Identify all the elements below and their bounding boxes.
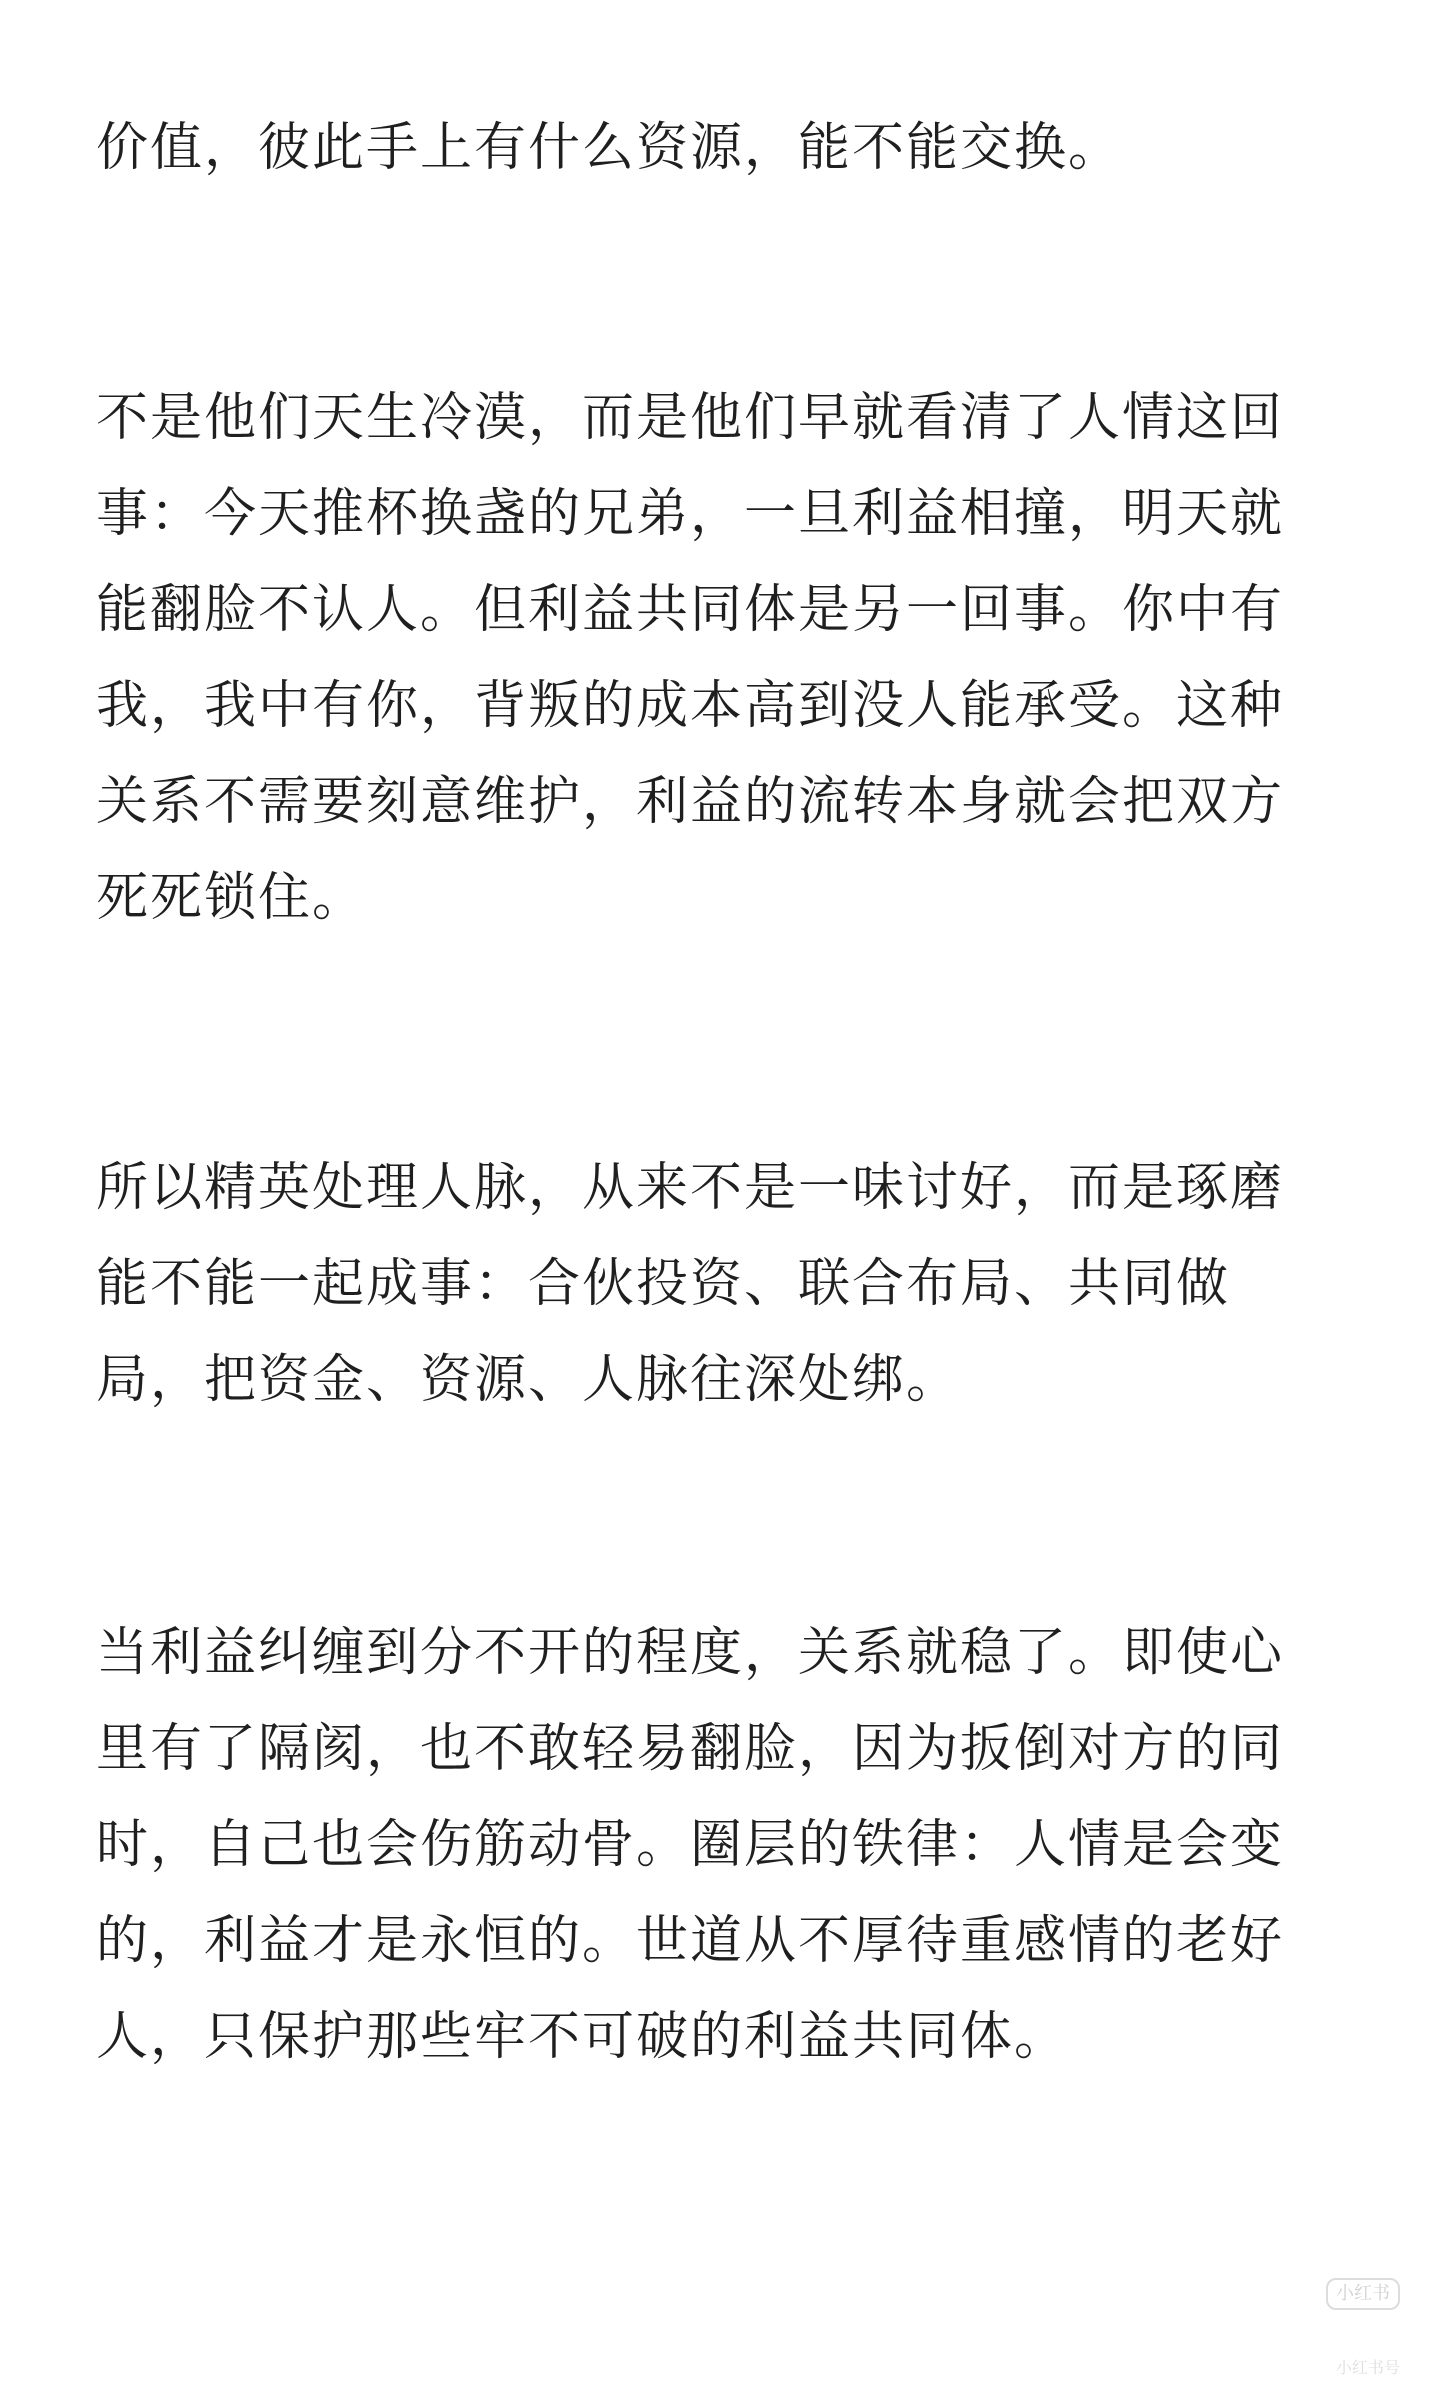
paragraph-4 — [96, 1605, 1284, 2085]
text-line: 局，把资金、资源、人脉往深处绑。 — [96, 1350, 961, 1410]
watermark-text: 小红书号 — [1335, 2358, 1400, 2377]
paragraph-3 — [96, 1140, 1284, 1428]
watermark-logo: 小红书 — [1326, 2278, 1400, 2310]
text-line: 事：今天推杯换盏的兄弟，一旦利益相撞，明天就 — [96, 484, 1285, 544]
text-line: 所以精英处理人脉，从来不是一味讨好，而是琢磨 — [96, 1158, 1285, 1218]
text-line: 里有了隔阂，也不敢轻易翻脸，因为扳倒对方的同 — [96, 1719, 1285, 1779]
text-line: 时，自己也会伤筋动骨。圈层的铁律：人情是会变 — [96, 1815, 1285, 1875]
paragraph-2 — [96, 370, 1284, 946]
text-line: 关系不需要刻意维护，利益的流转本身就会把双方 — [96, 772, 1285, 832]
text-line: 死死锁住。 — [96, 868, 367, 928]
text-line: 能不能一起成事：合伙投资、联合布局、共同做 — [96, 1254, 1231, 1314]
text-line: 的，利益才是永恒的。世道从不厚待重感情的老好 — [96, 1911, 1285, 1971]
text-line: 能翻脸不认人。但利益共同体是另一回事。你中有 — [96, 580, 1285, 640]
text-line: 当利益纠缠到分不开的程度，关系就稳了。即使心 — [96, 1623, 1285, 1683]
text-line: 不是他们天生冷漠，而是他们早就看清了人情这回 — [96, 388, 1285, 448]
paragraph-1 — [96, 100, 1122, 196]
watermark — [1250, 2278, 1400, 2378]
text-line: 人，只保护那些牢不可破的利益共同体。 — [96, 2007, 1069, 2067]
text-line: 价值，彼此手上有什么资源，能不能交换。 — [96, 118, 1123, 178]
text-line: 我，我中有你，背叛的成本高到没人能承受。这种 — [96, 676, 1285, 736]
